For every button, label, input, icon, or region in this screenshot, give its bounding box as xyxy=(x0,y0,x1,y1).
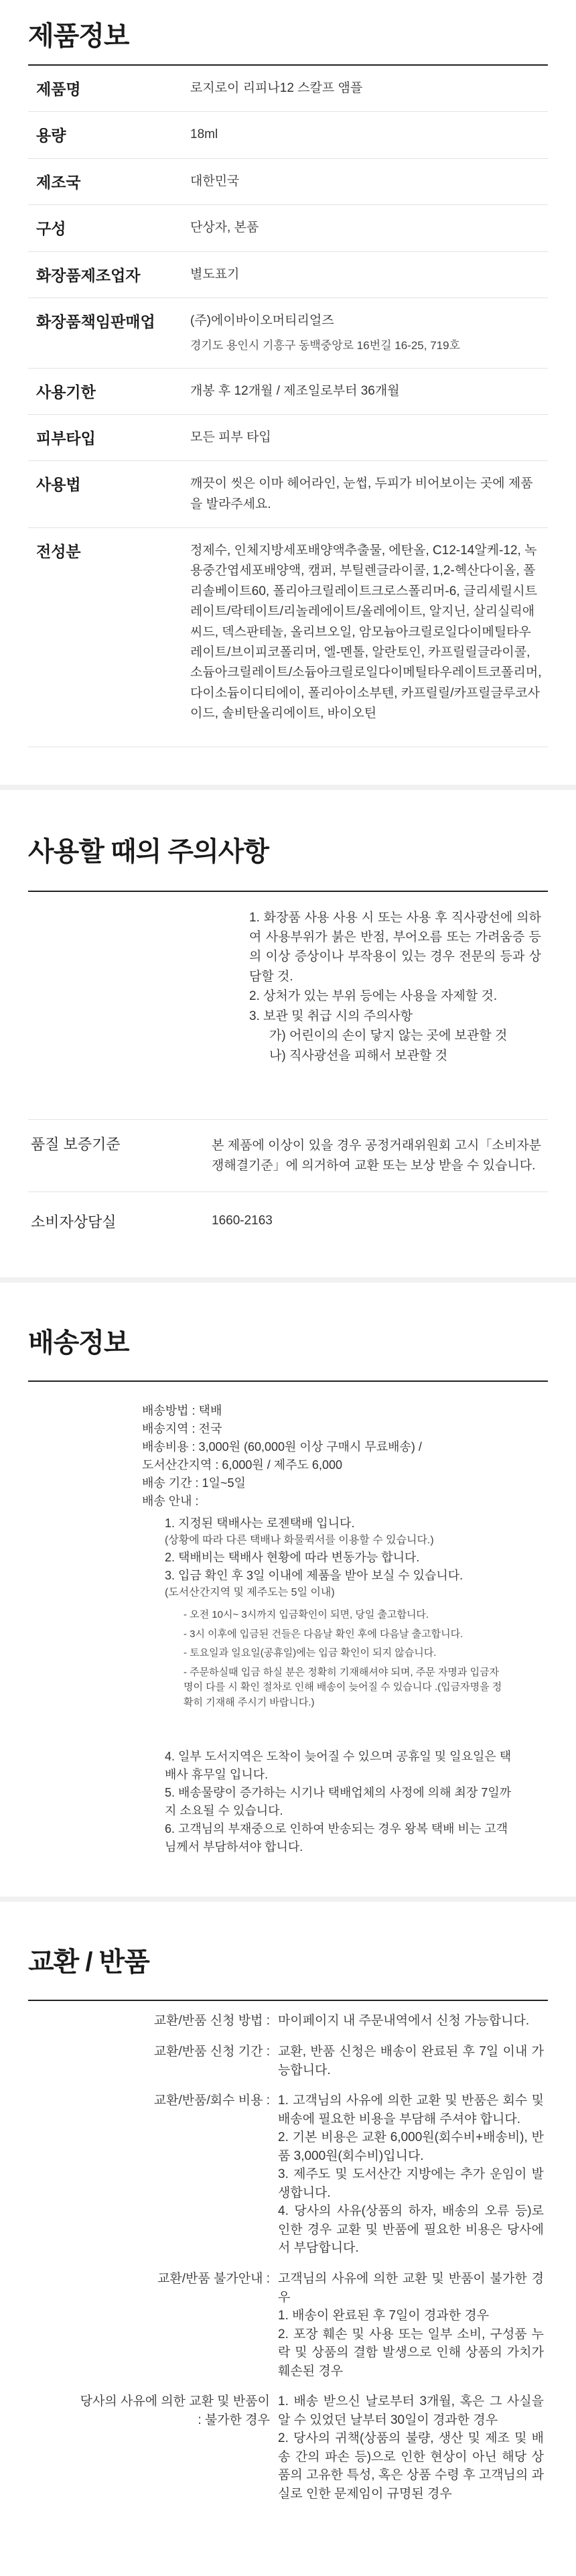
exchange-label: 당사의 사유에 의한 교환 및 반품이 : 불가한 경우 xyxy=(80,2394,270,2427)
caution-row-precautions xyxy=(28,892,548,1120)
info-row-country xyxy=(28,159,548,205)
caution-row-support xyxy=(28,1192,548,1246)
shipping-period: 배송 기간 : 1일~5일 xyxy=(142,1476,246,1490)
exchange-value: 1. 배송 받으신 날로부터 3개월, 혹은 그 사실을 알 수 있었던 날부터 30일이 경과한 경우 2. 당사의 귀책(상품의 불량, 생산 및 제조 및 배송 간의 파손 등)으로 인한 현상이 아닌 해당 상품의 고유한 특성, 혹은 상품 수령 후 고객님의 과실로 인한 문제임이 규명된 경우 xyxy=(278,2394,544,2501)
info-row-name xyxy=(28,66,548,112)
info-value: 모든 피부 타입 xyxy=(190,430,271,444)
info-row-skin-type xyxy=(28,415,548,461)
caution-value xyxy=(209,892,548,1120)
shipping-body xyxy=(28,1380,548,1896)
info-label: 구성 xyxy=(36,220,66,238)
info-value: 18ml xyxy=(190,127,218,142)
shipping-guide-3-note: (도서산간지역 및 제주도는 5일 이내) xyxy=(165,1587,335,1599)
exchange-value: 교환, 반품 신청은 배송이 완료된 후 7일 이내 가능합니다. xyxy=(278,2044,544,2077)
section-title-shipping: 배송정보 xyxy=(28,1328,129,1358)
info-row-expiry xyxy=(28,369,548,415)
distributor-name: (주)에이바이오머티리얼즈 xyxy=(190,313,334,328)
exchange-value: 마이페이지 내 주문내역에서 신청 가능합니다. xyxy=(278,2014,530,2028)
info-label: 사용기한 xyxy=(36,383,96,401)
info-value: 깨끗이 씻은 이마 헤어라인, 눈썹, 두피가 비어보이는 곳에 제품을 발라주세요. xyxy=(190,476,533,511)
info-label: 용량 xyxy=(36,127,66,145)
caution-value: 본 제품에 이상이 있을 경우 공정거래위원회 고시「소비자분쟁해결기준」에 의거하여 교환 또는 보상 받을 수 있습니다. xyxy=(212,1139,541,1173)
info-value: 단상자, 본품 xyxy=(190,220,259,235)
caution-row-quality xyxy=(28,1120,548,1192)
shipping-note: - 오전 10시~ 3시까지 입금확인이 되면, 당일 출고합니다. xyxy=(184,1609,429,1621)
exchange-row-unavailable xyxy=(28,2270,548,2380)
caution-value: 1660-2163 xyxy=(212,1213,273,1228)
exchange-label: 교환/반품 신청 기간 : xyxy=(153,2044,270,2059)
shipping-fee: 배송비용 : 3,000원 (60,000원 이상 구매시 무료배송) / xyxy=(142,1440,422,1454)
section-divider xyxy=(0,1896,576,1902)
shipping-area: 배송지역 : 전국 xyxy=(142,1422,222,1436)
shipping-section xyxy=(0,1283,576,1896)
caution-label: 소비자상담실 xyxy=(31,1213,117,1230)
info-label: 제품명 xyxy=(36,80,81,98)
section-title-product-info: 제품정보 xyxy=(28,21,129,51)
info-row-ingredients xyxy=(28,528,548,747)
info-row-manufacturer xyxy=(28,252,548,298)
shipping-fee-island: 도서산간지역 : 6,000원 / 제주도 6,000 xyxy=(142,1458,342,1472)
shipping-guide-1-note: (상황에 따라 다른 택배나 화물퀵서를 이용할 수 있습니다.) xyxy=(165,1535,434,1547)
info-label: 전성분 xyxy=(36,543,81,561)
product-info-table xyxy=(28,64,548,747)
shipping-guide-2: 2. 택배비는 택배사 현황에 따라 변동가능 합니다. xyxy=(165,1551,420,1565)
info-value xyxy=(185,298,548,368)
shipping-guide-5: 5. 배송물량이 증가하는 시기나 택배업체의 사정에 의해 최장 7일까지 소요될 수 있습니다. xyxy=(165,1786,512,1818)
exchange-row-cost xyxy=(28,2091,548,2258)
caution-line: 1. 화장품 사용 사용 시 또는 사용 후 직사광선에 의하여 사용부위가 붉은 반점, 부어오름 또는 가려움증 등의 이상 증상이나 부작용이 있는 경우 전문의 등과 상담할 것. xyxy=(249,910,541,984)
info-label: 화장품책임판매업 xyxy=(36,312,155,330)
info-value: 개봉 후 12개월 / 제조일로부터 36개월 xyxy=(190,383,400,398)
exchange-table xyxy=(28,2000,548,2503)
info-value: 정제수, 인체지방세포배양액추출물, 에탄올, C12-14알케-12, 녹용중간엽세포배양액, 캠퍼, 부틸렌글라이콜, 1,2-헥산다이올, 폴리솔베이트60, 폴리아크릴레이트크로스폴리머-6, 글리세릴시트레이트/락테이트/리놀레에이트/올레에이트, 알지닌, 살리실릭애씨드, 덱스판테놀, 올리브오일, 암모늄아크릴로일다이메틸타우레이트/브이피코폴리머, 엘-멘톨, 알란토인, 카프릴릴글라이콜, 소듐아크릴레이트/소듐아크릴로일다이메틸타우레이트코폴리머, 다이소듐이디티에이, 폴리아이소부텐, 카프릴릴/카프릴글루코사이드, 솔비탄올리에이트, 바이오틴 xyxy=(190,543,542,721)
caution-subline: 가) 어린이의 손이 닿지 않는 곳에 보관할 것 xyxy=(269,1029,508,1043)
info-label: 피부타입 xyxy=(36,429,96,447)
exchange-row-method xyxy=(28,2012,548,2031)
shipping-guide-3: 3. 입금 확인 후 3일 이내에 제품을 받아 보실 수 있습니다. xyxy=(165,1569,463,1583)
exchange-row-period xyxy=(28,2043,548,2079)
caution-line: 2. 상처가 있는 부위 등에는 사용을 자제할 것. xyxy=(249,989,498,1004)
shipping-guide-4: 4. 일부 도서지역은 도착이 늦어질 수 있으며 공휴일 및 일요일은 택배사 휴무일 입니다. xyxy=(165,1750,512,1782)
exchange-label: 교환/반품 신청 방법 : xyxy=(153,2014,270,2028)
info-value: 로지로이 리피나12 스칼프 앰플 xyxy=(190,81,363,95)
info-row-composition xyxy=(28,205,548,251)
shipping-note: - 주문하실때 입금 하실 분은 정확히 기재해셔야 되며, 주문 자명과 입금자명이 다를 시 확인 절차로 인해 배송이 늦어질 수 있습니다 .(입금자명을 정확히 기재해 주시기 바랍니다.) xyxy=(184,1666,502,1708)
exchange-value: 1. 고객님의 사유에 의한 교환 및 반품은 회수 및 배송에 필요한 비용을 부담해 주셔야 합니다. 2. 기본 비용은 교환 6,000원(회수비+배송비), 반품 3,000원(회수비)입니다. 3. 제주도 및 도서산간 지방에는 추가 운임이 발생합니다. 4. 당사의 사유(상품의 하자, 배송의 오류 등)로 인한 경우 교환 및 반품에 필요한 비용은 당사에서 부담합니다. xyxy=(278,2094,544,2256)
exchange-section xyxy=(0,1902,576,2503)
section-divider xyxy=(0,785,576,790)
exchange-label: 교환/반품/회수 비용 : xyxy=(153,2094,270,2108)
info-row-usage xyxy=(28,461,548,528)
info-row-distributor xyxy=(28,298,548,369)
product-info-section xyxy=(0,0,576,747)
shipping-note: - 토요일과 일요일(공휴일)에는 입금 확인이 되지 않습니다. xyxy=(184,1647,437,1659)
shipping-note: - 3시 이후에 입금된 건들은 다음날 확인 후에 다음날 출고합니다. xyxy=(184,1628,463,1640)
caution-line: 3. 보관 및 취급 시의 주의사항 xyxy=(249,1009,413,1023)
info-label: 제조국 xyxy=(36,173,81,191)
info-label: 화장품제조업자 xyxy=(36,266,141,284)
shipping-guide-label: 배송 안내 : xyxy=(142,1494,199,1508)
shipping-guide-6: 6. 고객님의 부재중으로 인하여 반송되는 경우 왕복 택배 비는 고객님께서 부담하셔야 합니다. xyxy=(165,1822,508,1854)
info-value: 대한민국 xyxy=(190,174,240,188)
section-title-caution: 사용할 때의 주의사항 xyxy=(28,836,269,866)
info-value: 별도표기 xyxy=(190,267,240,281)
section-divider xyxy=(0,1277,576,1283)
exchange-value: 고객님의 사유에 의한 교환 및 반품이 불가한 경우 1. 배송이 완료된 후 7일이 경과한 경우 2. 포장 훼손 및 사용 또는 일부 소비, 구성품 누락 및 상품의 결함 발생으로 인해 상품의 가치가 훼손된 경우 xyxy=(278,2271,544,2378)
shipping-guide-1: 1. 지정된 택배사는 로젠택배 입니다. xyxy=(165,1517,355,1531)
shipping-method: 배송방법 : 택배 xyxy=(142,1404,222,1418)
section-title-exchange: 교환 / 반품 xyxy=(28,1947,149,1978)
caution-section xyxy=(0,790,576,1247)
info-label: 사용법 xyxy=(36,476,81,494)
distributor-address: 경기도 용인시 기흥구 동백중앙로 16번길 16-25, 719호 xyxy=(190,339,460,352)
caution-label: 품질 보증기준 xyxy=(31,1136,121,1153)
exchange-label: 교환/반품 불가안내 : xyxy=(157,2271,270,2286)
exchange-row-company-fault xyxy=(28,2392,548,2503)
caution-label xyxy=(28,892,209,1120)
info-row-volume xyxy=(28,112,548,158)
caution-subline: 나) 직사광선을 피해서 보관할 것 xyxy=(269,1048,448,1063)
